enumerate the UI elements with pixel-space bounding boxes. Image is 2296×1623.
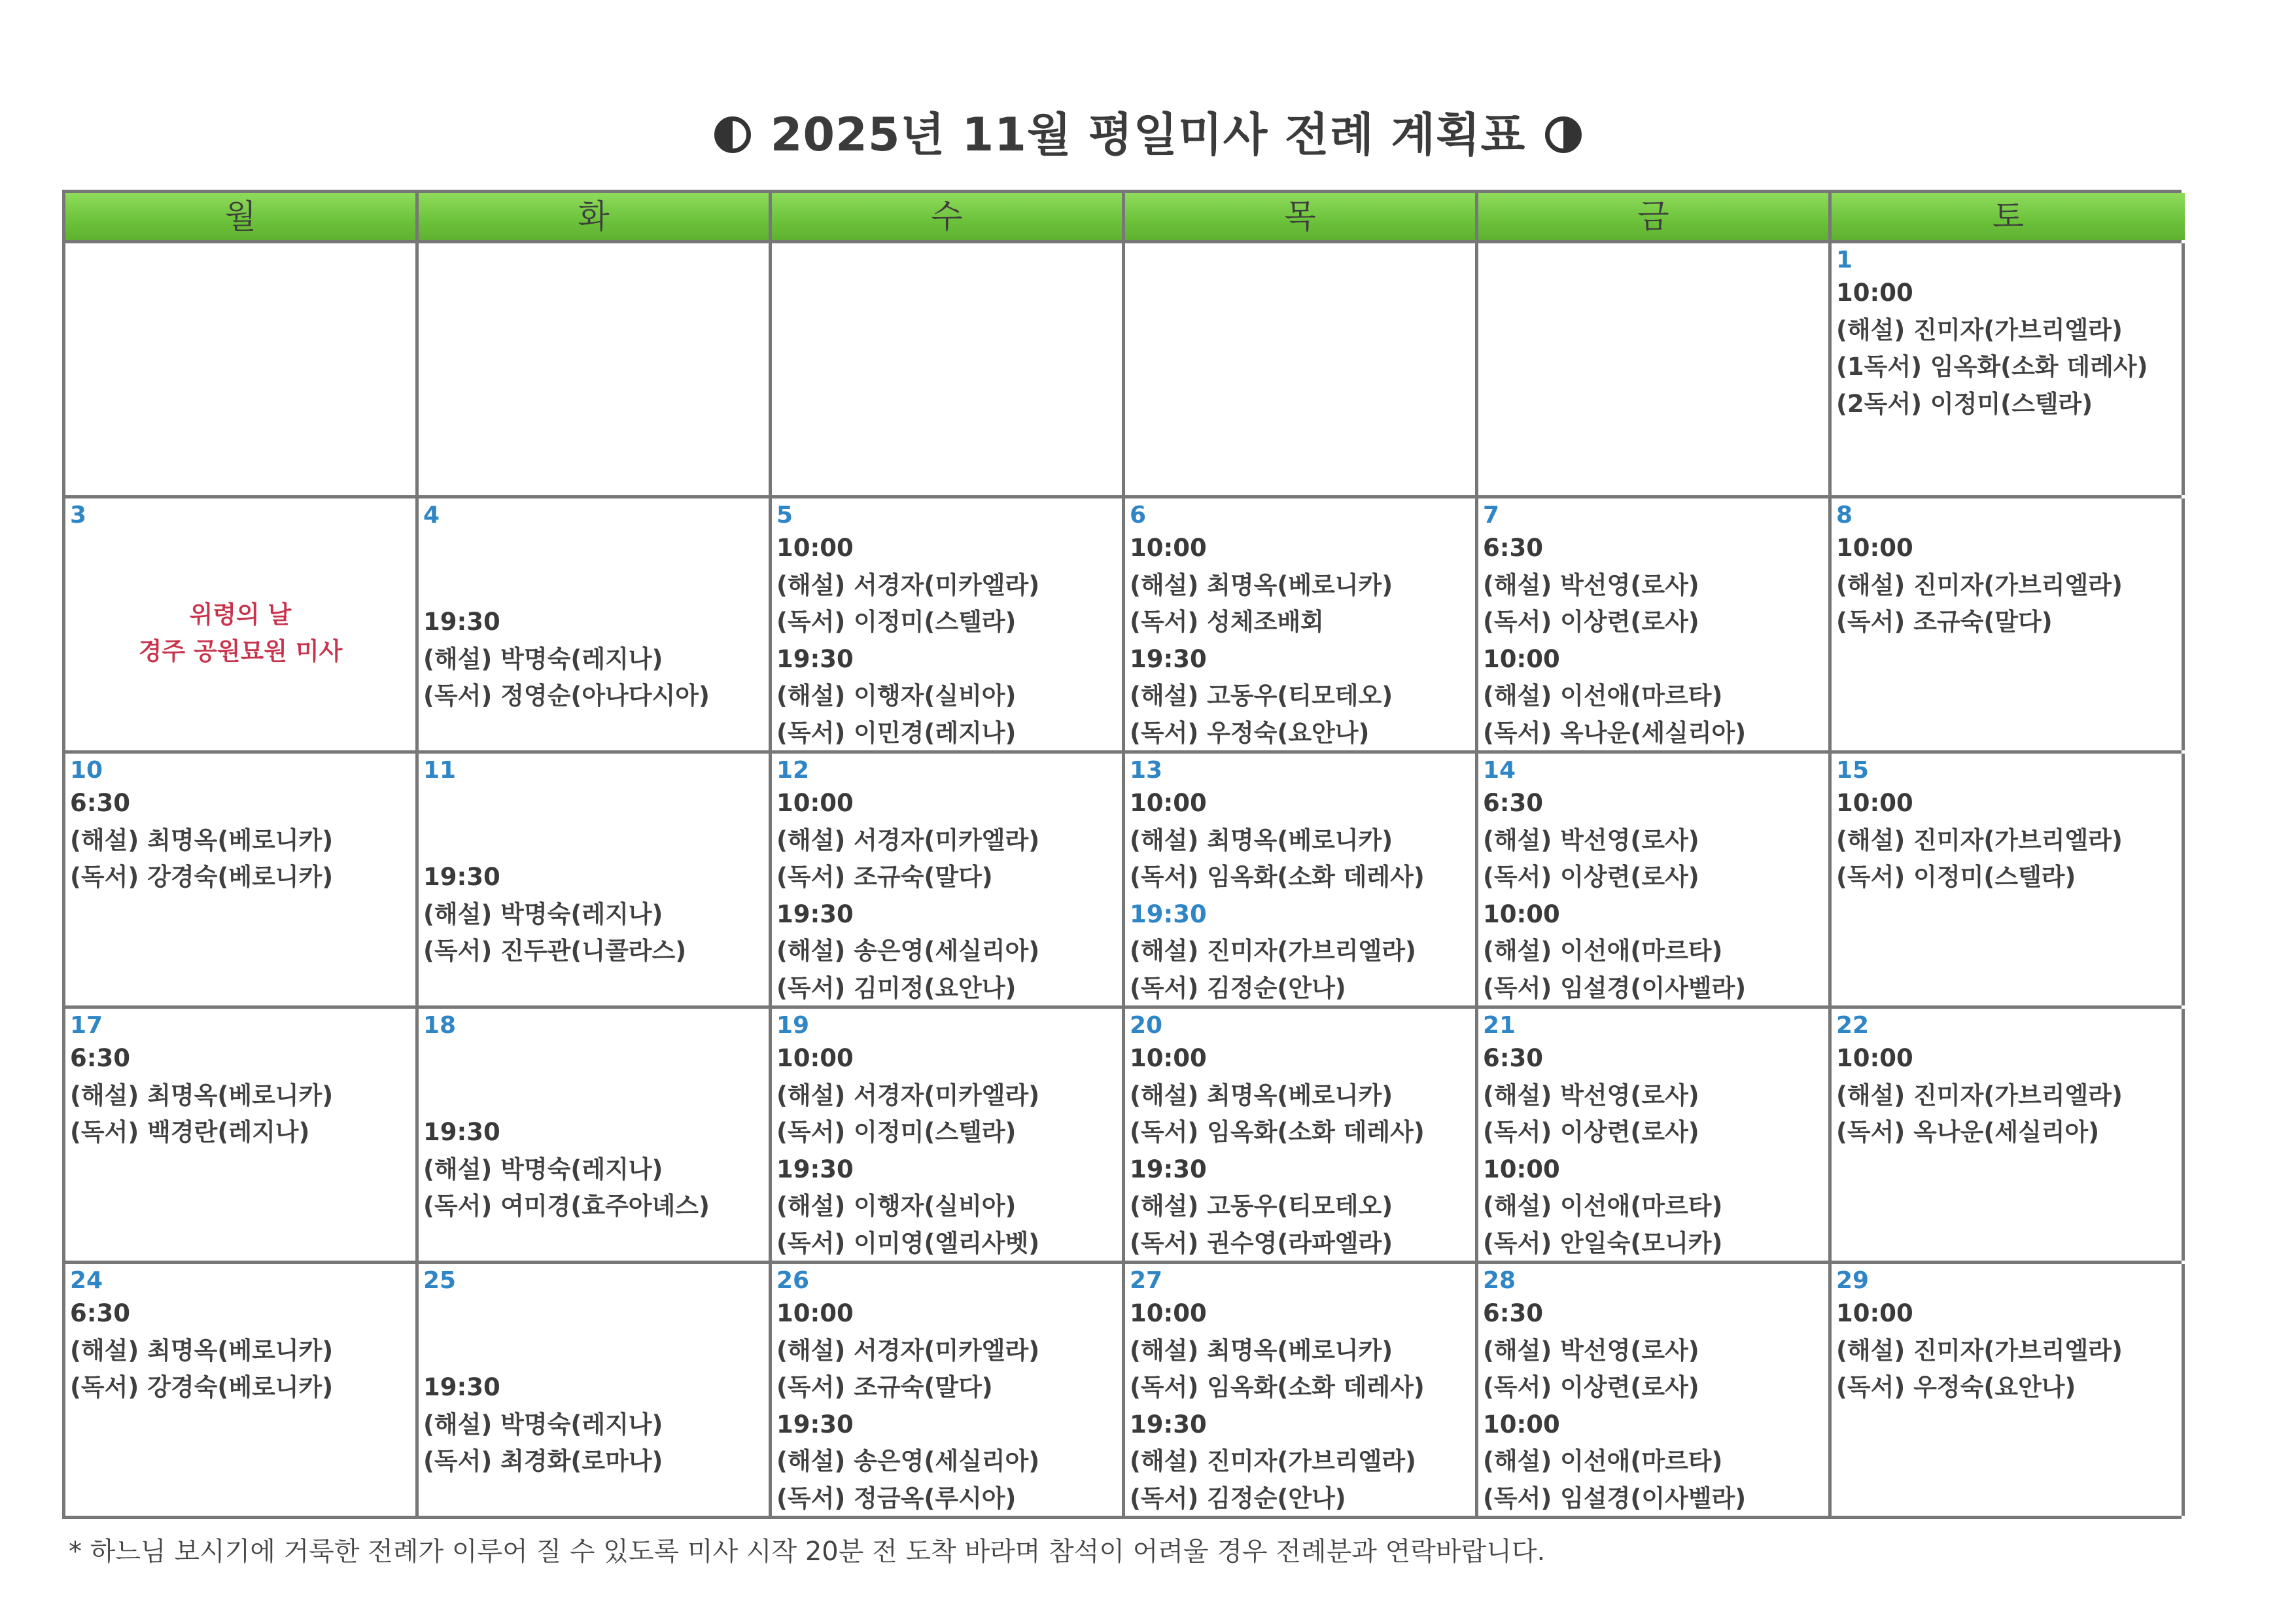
role-assignment: (해설) 진미자(가브리엘라) [1836, 570, 2123, 599]
mass-time: 19:30 [1130, 899, 1207, 928]
mass-time: 19:30 [1130, 1155, 1207, 1183]
day-cell [65, 498, 419, 750]
mass-time: 19:30 [776, 899, 854, 928]
special-event-line: 경주 공원묘원 미사 [138, 637, 343, 665]
day-cell [419, 754, 772, 1005]
mass-time: 19:30 [423, 1373, 500, 1401]
role-assignment: (해설) 이선애(마르타) [1483, 1447, 1723, 1475]
day-cell [65, 1264, 419, 1516]
day-number: 5 [776, 502, 793, 529]
role-assignment: (독서) 조규숙(말다) [1836, 608, 2053, 636]
role-assignment: (독서) 조규숙(말다) [776, 1373, 993, 1401]
day-number: 10 [70, 757, 103, 784]
role-assignment: (해설) 박명숙(레지나) [423, 1410, 663, 1439]
day-cell [1832, 498, 2185, 750]
mass-time: 6:30 [70, 1044, 131, 1072]
role-assignment: (해설) 서경자(미카엘라) [776, 1336, 1040, 1365]
role-assignment: (독서) 임옥화(소화 데레사) [1130, 1118, 1425, 1146]
mass-time: 10:00 [1483, 1410, 1560, 1439]
mass-time: 10:00 [1483, 1155, 1560, 1183]
day-number [776, 249, 1122, 272]
day-number: 24 [70, 1267, 103, 1294]
day-cell [419, 1009, 772, 1261]
half-moon-icon [714, 116, 751, 153]
weekday-header-row [62, 190, 2182, 243]
footnote: * 하느님 보시기에 거룩한 전례가 이루어 질 수 있도록 미사 시작 20분 전 도착 바라며 참석이 어려울 경우 전례분과 연락바랍니다. [69, 1537, 1546, 1567]
mass-time: 6:30 [1483, 534, 1544, 562]
role-assignment: (해설) 최명옥(베로니카) [1130, 570, 1393, 599]
day-number: 17 [70, 1012, 103, 1039]
calendar-table [62, 190, 2182, 1519]
day-cell [419, 1264, 772, 1516]
role-assignment: (독서) 이상련(로사) [1483, 863, 1699, 891]
day-cell [1832, 1264, 2185, 1516]
week-row [62, 1264, 2182, 1519]
mass-time: 10:00 [1130, 789, 1207, 817]
role-assignment: (해설) 서경자(미카엘라) [776, 826, 1040, 854]
day-number: 19 [776, 1012, 810, 1039]
week-row [62, 754, 2182, 1009]
day-cell [419, 498, 772, 750]
day-cell [65, 1009, 419, 1261]
day-cell [1478, 498, 1832, 750]
role-assignment: (해설) 최명옥(베로니카) [1130, 826, 1393, 854]
role-assignment: (독서) 권수영(라파엘라) [1130, 1229, 1393, 1257]
day-number: 7 [1483, 502, 1500, 529]
day-number: 15 [1836, 757, 1870, 784]
day-number: 4 [423, 502, 440, 529]
mass-time: 19:30 [1130, 1410, 1207, 1439]
day-cell [1125, 754, 1478, 1005]
role-assignment: (독서) 임설경(이사벨라) [1483, 973, 1747, 1002]
mass-time: 6:30 [70, 1299, 131, 1327]
role-assignment: (해설) 진미자(가브리엘라) [1836, 826, 2123, 854]
mass-time: 10:00 [1483, 644, 1560, 673]
role-assignment: (독서) 성체조배회 [1130, 608, 1324, 636]
role-assignment: (독서) 여미경(효주아녜스) [423, 1192, 710, 1220]
mass-time: 10:00 [1836, 534, 1913, 562]
role-assignment: (해설) 이행자(실비아) [776, 682, 1017, 710]
mass-time: 10:00 [776, 534, 854, 562]
role-assignment: (해설) 이선애(마르타) [1483, 937, 1723, 965]
role-assignment: (독서) 옥나운(세실리아) [1483, 718, 1747, 747]
day-number: 12 [776, 757, 810, 784]
mass-time: 10:00 [1130, 1044, 1207, 1072]
day-cell [1478, 243, 1832, 495]
mass-time: 10:00 [1483, 899, 1560, 928]
role-assignment: (해설) 최명옥(베로니카) [70, 1081, 334, 1109]
role-assignment: (독서) 이상련(로사) [1483, 1373, 1699, 1401]
role-assignment: (해설) 최명옥(베로니카) [1130, 1336, 1393, 1365]
role-assignment: (독서) 김정순(안나) [1130, 1484, 1346, 1512]
weekday-header: 금 [1478, 193, 1832, 240]
role-assignment: (해설) 진미자(가브리엘라) [1130, 937, 1416, 965]
mass-time: 6:30 [1483, 1299, 1544, 1327]
role-assignment: (해설) 고동우(티모테오) [1130, 682, 1393, 710]
day-number [1483, 249, 1828, 272]
week-row [62, 243, 2182, 498]
role-assignment: (해설) 이선애(마르타) [1483, 682, 1723, 710]
week-row [62, 1009, 2182, 1264]
day-number: 26 [776, 1267, 810, 1294]
day-cell [1478, 754, 1832, 1005]
role-assignment: (독서) 백경란(레지나) [70, 1118, 310, 1146]
role-assignment: (독서) 임옥화(소화 데레사) [1130, 1373, 1425, 1401]
role-assignment: (독서) 강경숙(베로니카) [70, 863, 334, 891]
role-assignment: (2독서) 이정미(스텔라) [1836, 389, 2093, 418]
role-assignment: (독서) 김미정(요안나) [776, 973, 1017, 1002]
day-number: 6 [1130, 502, 1147, 529]
weekday-header: 목 [1125, 193, 1478, 240]
day-cell [1832, 754, 2185, 1005]
mass-time: 19:30 [776, 644, 854, 673]
role-assignment: (해설) 최명옥(베로니카) [70, 1336, 334, 1365]
role-assignment: (독서) 이미영(엘리사벳) [776, 1229, 1040, 1257]
day-number: 14 [1483, 757, 1516, 784]
role-assignment: (독서) 이정미(스텔라) [776, 1118, 1017, 1146]
page-title [0, 98, 2296, 164]
role-assignment: (독서) 안일숙(모니카) [1483, 1229, 1723, 1257]
role-assignment: (해설) 진미자(가브리엘라) [1836, 315, 2123, 344]
role-assignment: (독서) 이민경(레지나) [776, 718, 1017, 747]
mass-time: 19:30 [423, 863, 500, 891]
day-cell [419, 243, 772, 495]
day-cell [1125, 498, 1478, 750]
mass-time: 10:00 [776, 1044, 854, 1072]
special-event-line: 위령의 날 [189, 601, 292, 629]
role-assignment: (해설) 박선영(로사) [1483, 1336, 1699, 1365]
role-assignment: (독서) 이정미(스텔라) [776, 608, 1017, 636]
day-cell [772, 754, 1125, 1005]
role-assignment: (해설) 송은영(세실리아) [776, 937, 1040, 965]
calendar-weeks [62, 243, 2182, 1519]
day-cell [772, 1264, 1125, 1516]
day-number: 28 [1483, 1267, 1516, 1294]
role-assignment: (독서) 정금옥(루시아) [776, 1484, 1017, 1512]
mass-time: 10:00 [776, 789, 854, 817]
mass-time: 19:30 [1130, 644, 1207, 673]
half-moon-icon [1545, 116, 1582, 153]
role-assignment: (독서) 이상련(로사) [1483, 1118, 1699, 1146]
role-assignment: (해설) 박선영(로사) [1483, 826, 1699, 854]
mass-time: 10:00 [1836, 279, 1913, 307]
day-number: 21 [1483, 1012, 1516, 1039]
role-assignment: (해설) 서경자(미카엘라) [776, 570, 1040, 599]
special-event [65, 597, 415, 670]
day-cell [1478, 1009, 1832, 1261]
weekday-header: 수 [772, 193, 1125, 240]
role-assignment: (해설) 박명숙(레지나) [423, 1155, 663, 1183]
day-cell [772, 498, 1125, 750]
day-number [1130, 249, 1475, 272]
day-cell [1832, 1009, 2185, 1261]
day-cell [1125, 1009, 1478, 1261]
role-assignment: (해설) 박명숙(레지나) [423, 644, 663, 673]
role-assignment: (독서) 최경화(로마나) [423, 1447, 663, 1475]
mass-time: 19:30 [423, 608, 500, 636]
role-assignment: (해설) 박선영(로사) [1483, 1081, 1699, 1109]
role-assignment: (독서) 이정미(스텔라) [1836, 863, 2076, 891]
day-number: 13 [1130, 757, 1163, 784]
day-number [423, 249, 769, 272]
day-cell [1832, 243, 2185, 495]
day-cell [1125, 243, 1478, 495]
role-assignment: (독서) 이상련(로사) [1483, 608, 1699, 636]
role-assignment: (독서) 정영순(아나다시아) [423, 682, 710, 710]
day-number [70, 249, 415, 272]
role-assignment: (독서) 옥나운(세실리아) [1836, 1118, 2100, 1146]
role-assignment: (해설) 최명옥(베로니카) [1130, 1081, 1393, 1109]
mass-time: 10:00 [1836, 1299, 1913, 1327]
day-number: 18 [423, 1012, 457, 1039]
role-assignment: (해설) 이행자(실비아) [776, 1192, 1017, 1220]
role-assignment: (독서) 김정순(안나) [1130, 973, 1346, 1002]
mass-time: 10:00 [1130, 534, 1207, 562]
role-assignment: (1독서) 임옥화(소화 데레사) [1836, 353, 2148, 381]
role-assignment: (해설) 서경자(미카엘라) [776, 1081, 1040, 1109]
weekday-header: 월 [65, 193, 419, 240]
week-row [62, 498, 2182, 754]
day-number: 11 [423, 757, 457, 784]
mass-time: 10:00 [776, 1299, 854, 1327]
day-number: 25 [423, 1267, 457, 1294]
role-assignment: (해설) 최명옥(베로니카) [70, 826, 334, 854]
role-assignment: (해설) 진미자(가브리엘라) [1836, 1081, 2123, 1109]
day-number: 22 [1836, 1012, 1870, 1039]
day-cell [772, 1009, 1125, 1261]
role-assignment: (독서) 조규숙(말다) [776, 863, 993, 891]
day-number: 20 [1130, 1012, 1163, 1039]
mass-time: 19:30 [776, 1410, 854, 1439]
role-assignment: (독서) 임설경(이사벨라) [1483, 1484, 1747, 1512]
day-cell [1478, 1264, 1832, 1516]
day-number: 1 [1836, 247, 1853, 273]
page-title-text: 2025년 11월 평일미사 전례 계획표 [770, 108, 1526, 162]
role-assignment: (해설) 고동우(티모테오) [1130, 1192, 1393, 1220]
weekday-header: 토 [1832, 193, 2185, 240]
role-assignment: (해설) 진미자(가브리엘라) [1836, 1336, 2123, 1365]
day-number: 27 [1130, 1267, 1163, 1294]
day-cell [1125, 1264, 1478, 1516]
mass-time: 10:00 [1836, 789, 1913, 817]
role-assignment: (독서) 우정숙(요안나) [1836, 1373, 2076, 1401]
role-assignment: (해설) 박명숙(레지나) [423, 899, 663, 928]
mass-time: 10:00 [1836, 1044, 1913, 1072]
mass-time: 19:30 [776, 1155, 854, 1183]
role-assignment: (해설) 이선애(마르타) [1483, 1192, 1723, 1220]
day-number: 29 [1836, 1267, 1870, 1294]
role-assignment: (해설) 박선영(로사) [1483, 570, 1699, 599]
day-number: 8 [1836, 502, 1853, 529]
day-cell [772, 243, 1125, 495]
mass-time: 6:30 [70, 789, 131, 817]
day-number: 3 [70, 502, 87, 529]
role-assignment: (해설) 송은영(세실리아) [776, 1447, 1040, 1475]
role-assignment: (해설) 진미자(가브리엘라) [1130, 1447, 1416, 1475]
role-assignment: (독서) 강경숙(베로니카) [70, 1373, 334, 1401]
day-cell [65, 243, 419, 495]
role-assignment: (독서) 임옥화(소화 데레사) [1130, 863, 1425, 891]
mass-time: 19:30 [423, 1118, 500, 1146]
mass-time: 10:00 [1130, 1299, 1207, 1327]
weekday-header: 화 [419, 193, 772, 240]
day-cell [65, 754, 419, 1005]
mass-time: 6:30 [1483, 789, 1544, 817]
role-assignment: (독서) 우정숙(요안나) [1130, 718, 1370, 747]
role-assignment: (독서) 진두관(니콜라스) [423, 937, 687, 965]
mass-time: 6:30 [1483, 1044, 1544, 1072]
